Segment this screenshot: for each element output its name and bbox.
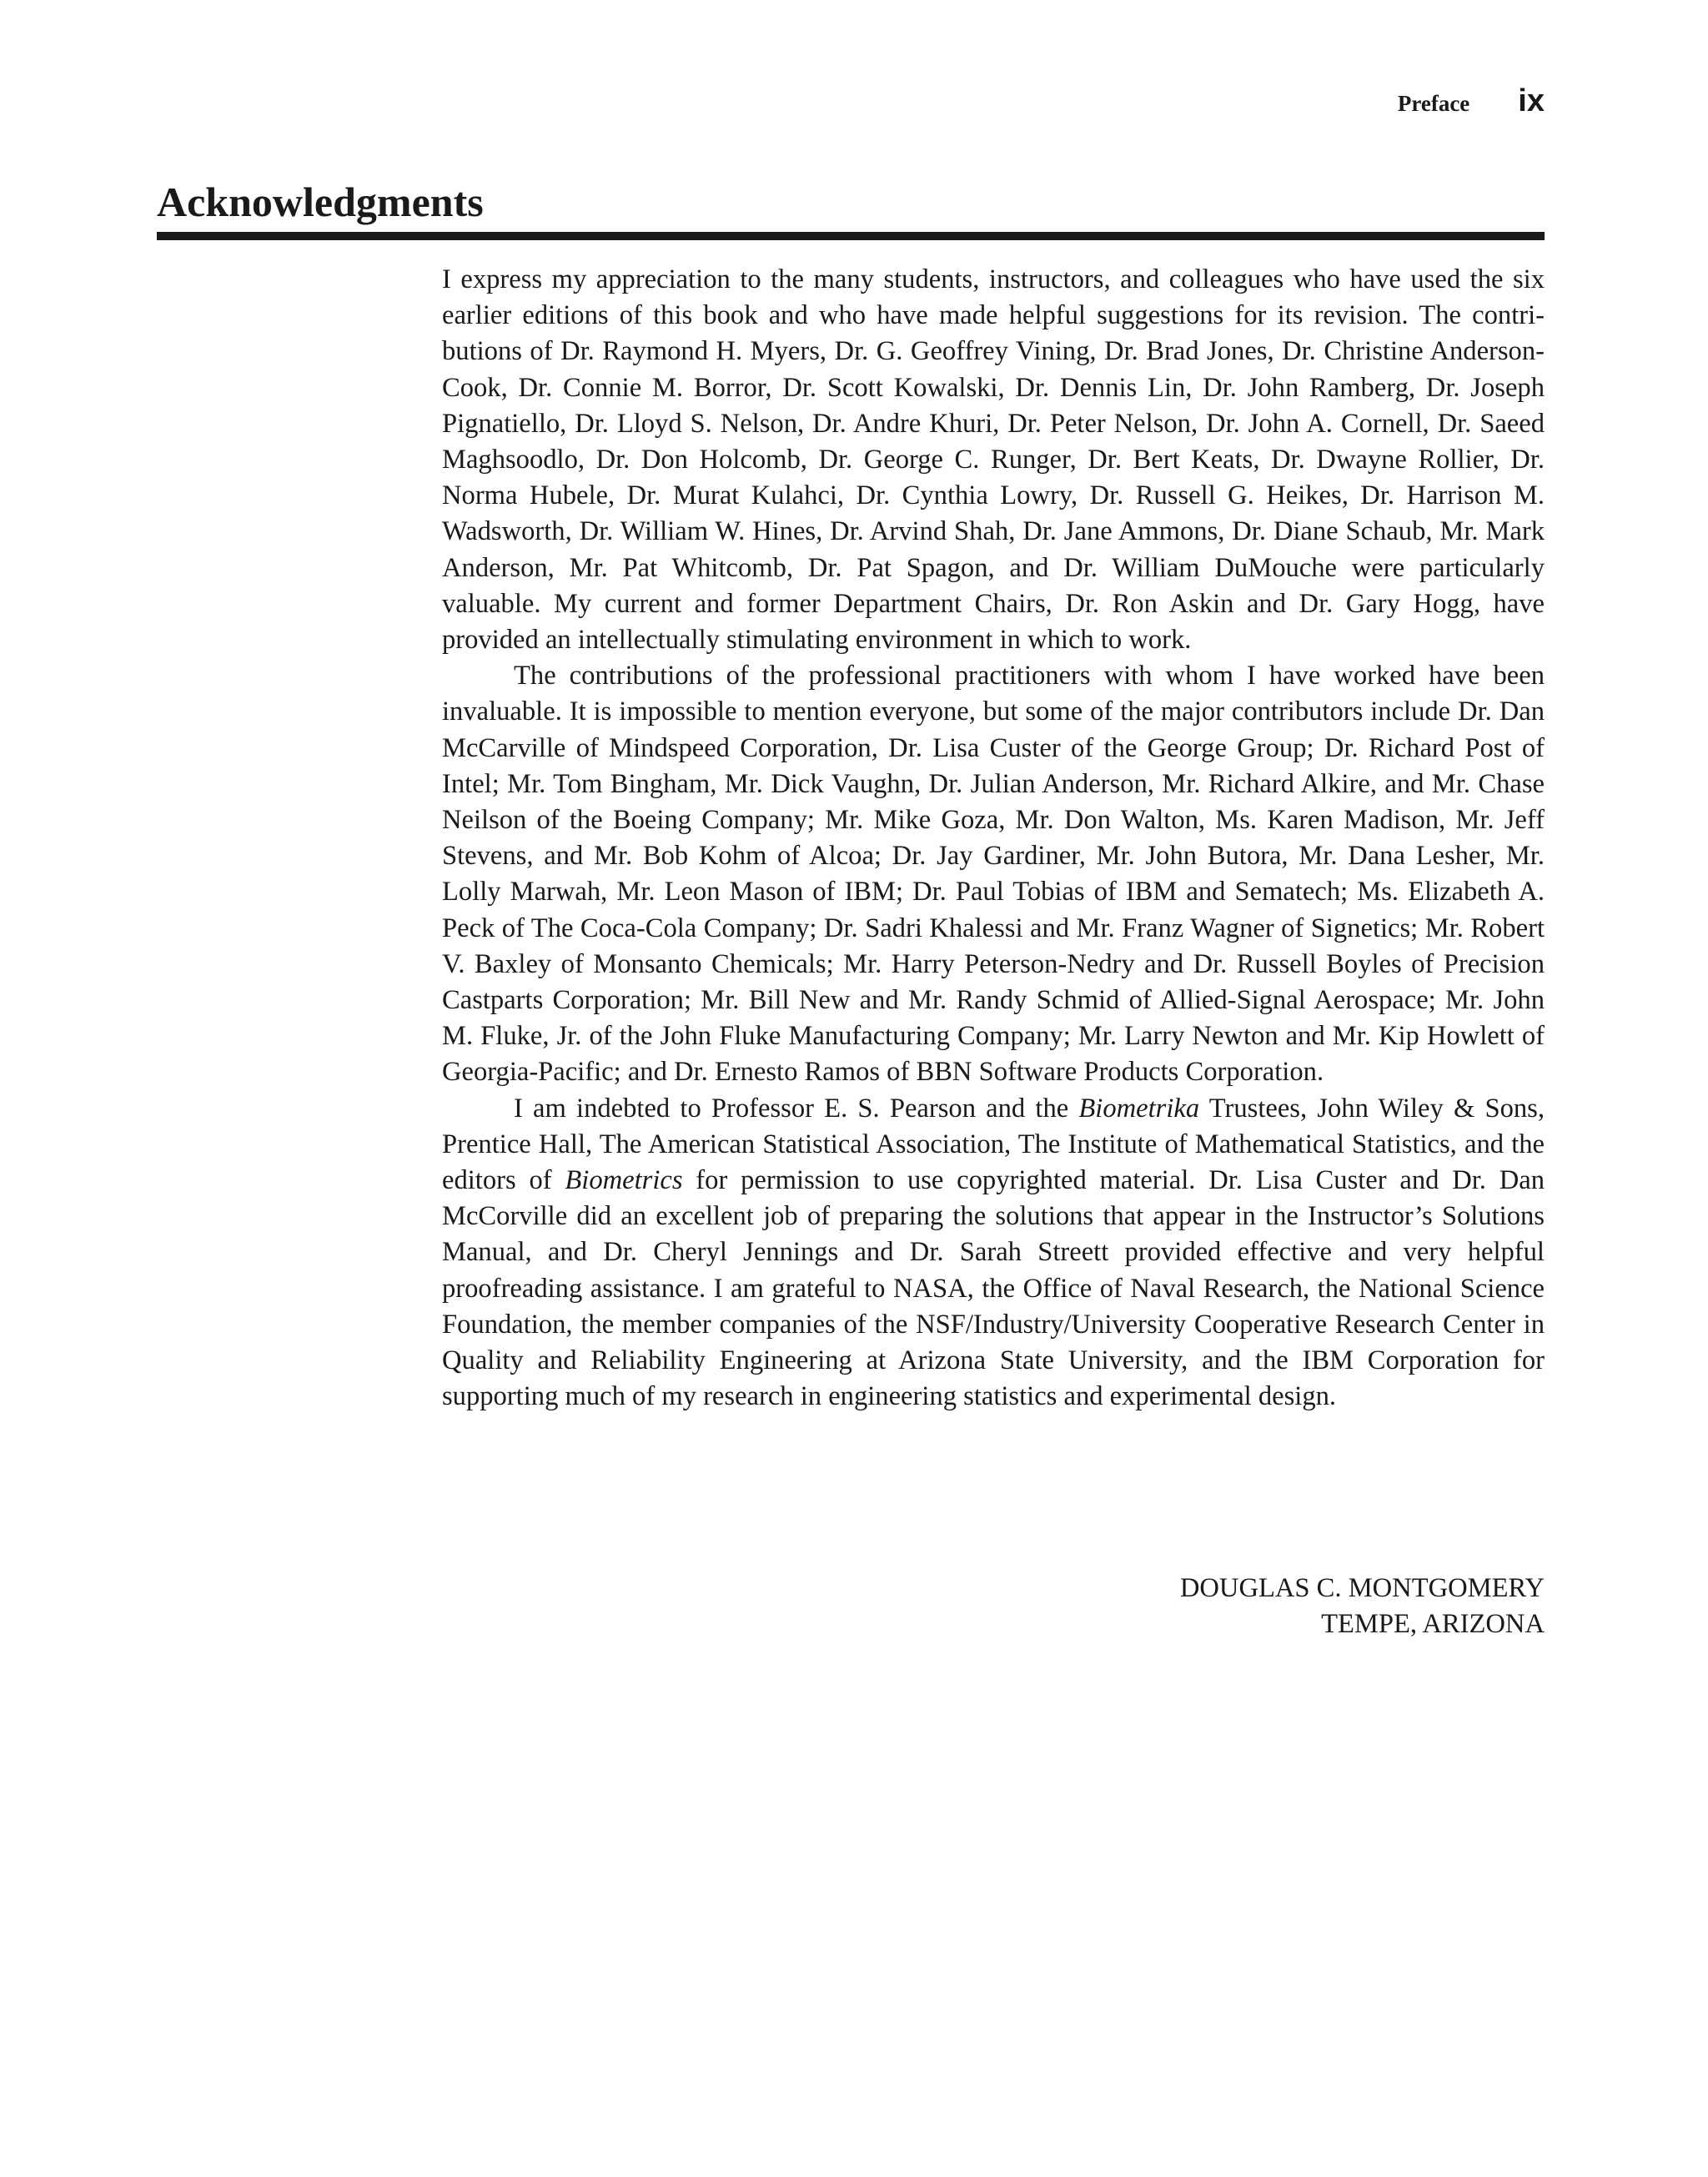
signature-name: DOUGLAS C. MONTGOMERY [1179, 1573, 1545, 1603]
paragraph-3-italic-biometrics: Biometrics [565, 1165, 683, 1196]
running-section-label: Preface [1397, 91, 1470, 116]
paragraph-3-italic-biometrika: Biometrika [1078, 1093, 1200, 1124]
paragraph-3 [442, 1091, 1545, 1415]
signature-block [1180, 1571, 1545, 1642]
title-rule [157, 232, 1545, 240]
paragraph-1: I express my appreciation to the many students, instructors, and colleagues who have used the six earlier editions of this book and who have made helpful suggestions for its revision. The contributions of Dr. Raymond H. Myers, Dr. G. Geoffrey Vining, Dr. Brad Jones, Dr. Christine Anderson-Cook, Dr. Connie M. Borror, Dr. Scott Kowalski, Dr. Dennis Lin, Dr. John Ramberg, Dr. Joseph Pignatiello, Dr. Lloyd S. Nelson, Dr. Andre Khuri, Dr. Peter Nelson, Dr. John A. Cornell, Dr. Saeed Maghsoodlo, Dr. Don Holcomb, Dr. George C. Runger, Dr. Bert Keats, Dr. Dwayne Rollier, Dr. Norma Hubele, Dr. Murat Kulahci, Dr. Cynthia Lowry, Dr. Russell G. Heikes, Dr. Harrison M. Wadsworth, Dr. William W. Hines, Dr. Arvind Shah, Dr. Jane Ammons, Dr. Diane Schaub, Mr. Mark Anderson, Mr. Pat Whitcomb, Dr. Pat Spagon, and Dr. William DuMouche were particularly valuable. My current and former Department Chairs, Dr. Ron Askin and Dr. Gary Hogg, have provided an intellectually stimulating environment in which to work. [442, 264, 1545, 656]
acknowledgments-body [442, 262, 1545, 1415]
paragraph-2: The contributions of the professional practitioners with whom I have worked have been invaluable. It is impossible to mention everyone, but some of the major contributors include Dr. Dan McCarville of Mindspeed Corporation, Dr. Lisa Custer of the George Group; Dr. Richard Post of Intel; Mr. Tom Bingham, Mr. Dick Vaughn, Dr. Julian Anderson, Mr. Richard Alkire, and Mr. Chase Neilson of the Boeing Company; Mr. Mike Goza, Mr. Don Walton, Ms. Karen Madison, Mr. Jeff Stevens, and Mr. Bob Kohm of Alcoa; Dr. Jay Gardiner, Mr. John Butora, Mr. Dana Lesher, Mr. Lolly Marwah, Mr. Leon Mason of IBM; Dr. Paul Tobias of IBM and Sematech; Ms. Elizabeth A. Peck of The Coca-Cola Company; Dr. Sadri Khalessi and Mr. Franz Wagner of Signetics; Mr. Robert V. Baxley of Monsanto Chemicals; Mr. Harry Peterson-Nedry and Dr. Russell Boyles of Precision Castparts Corporation; Mr. Bill New and Mr. Randy Schmid of Allied-Signal Aerospace; Mr. John M. Fluke, Jr. of the John Fluke Manufacturing Company; Mr. Larry Newton and Mr. Kip Howlett of Georgia-Pacific; and Dr. Ernesto Ramos of BBN Software Products Corporation. [442, 661, 1545, 1088]
paragraph-3-text-3: for permission to use copyrighted material. Dr. Lisa Custer and Dr. Dan McCorville did an excellent job of preparing the solutions that appear in the Instructor’s Solutions Manual, and Dr. Cheryl Jennings and Dr. Sarah Streett provided effective and very helpful proofreading assistance. I am grateful to NASA, the Office of Naval Research, the National Science Foundation, the member companies of the NSF/Industry/University Cooperative Research Center in Quality and Reliability Engineering at Arizona State University, and the IBM Corporation for supporting much of my research in engineering statistics and experimental design. [442, 1165, 1545, 1412]
signature-location: TEMPE, ARIZONA [1321, 1609, 1545, 1640]
paragraph-3-text-1: I am indebted to Professor E. S. Pearson and the [514, 1093, 1079, 1124]
page-number: ix [1518, 83, 1545, 118]
section-title: Acknowledgments [157, 178, 484, 225]
paragraph-3-text-2: Trustees, John Wiley & Sons, Prentice Hall, The American Statistical Association, The Institute of Mathematical Statistics, and the editors of [442, 1093, 1545, 1196]
running-head [1398, 83, 1545, 119]
